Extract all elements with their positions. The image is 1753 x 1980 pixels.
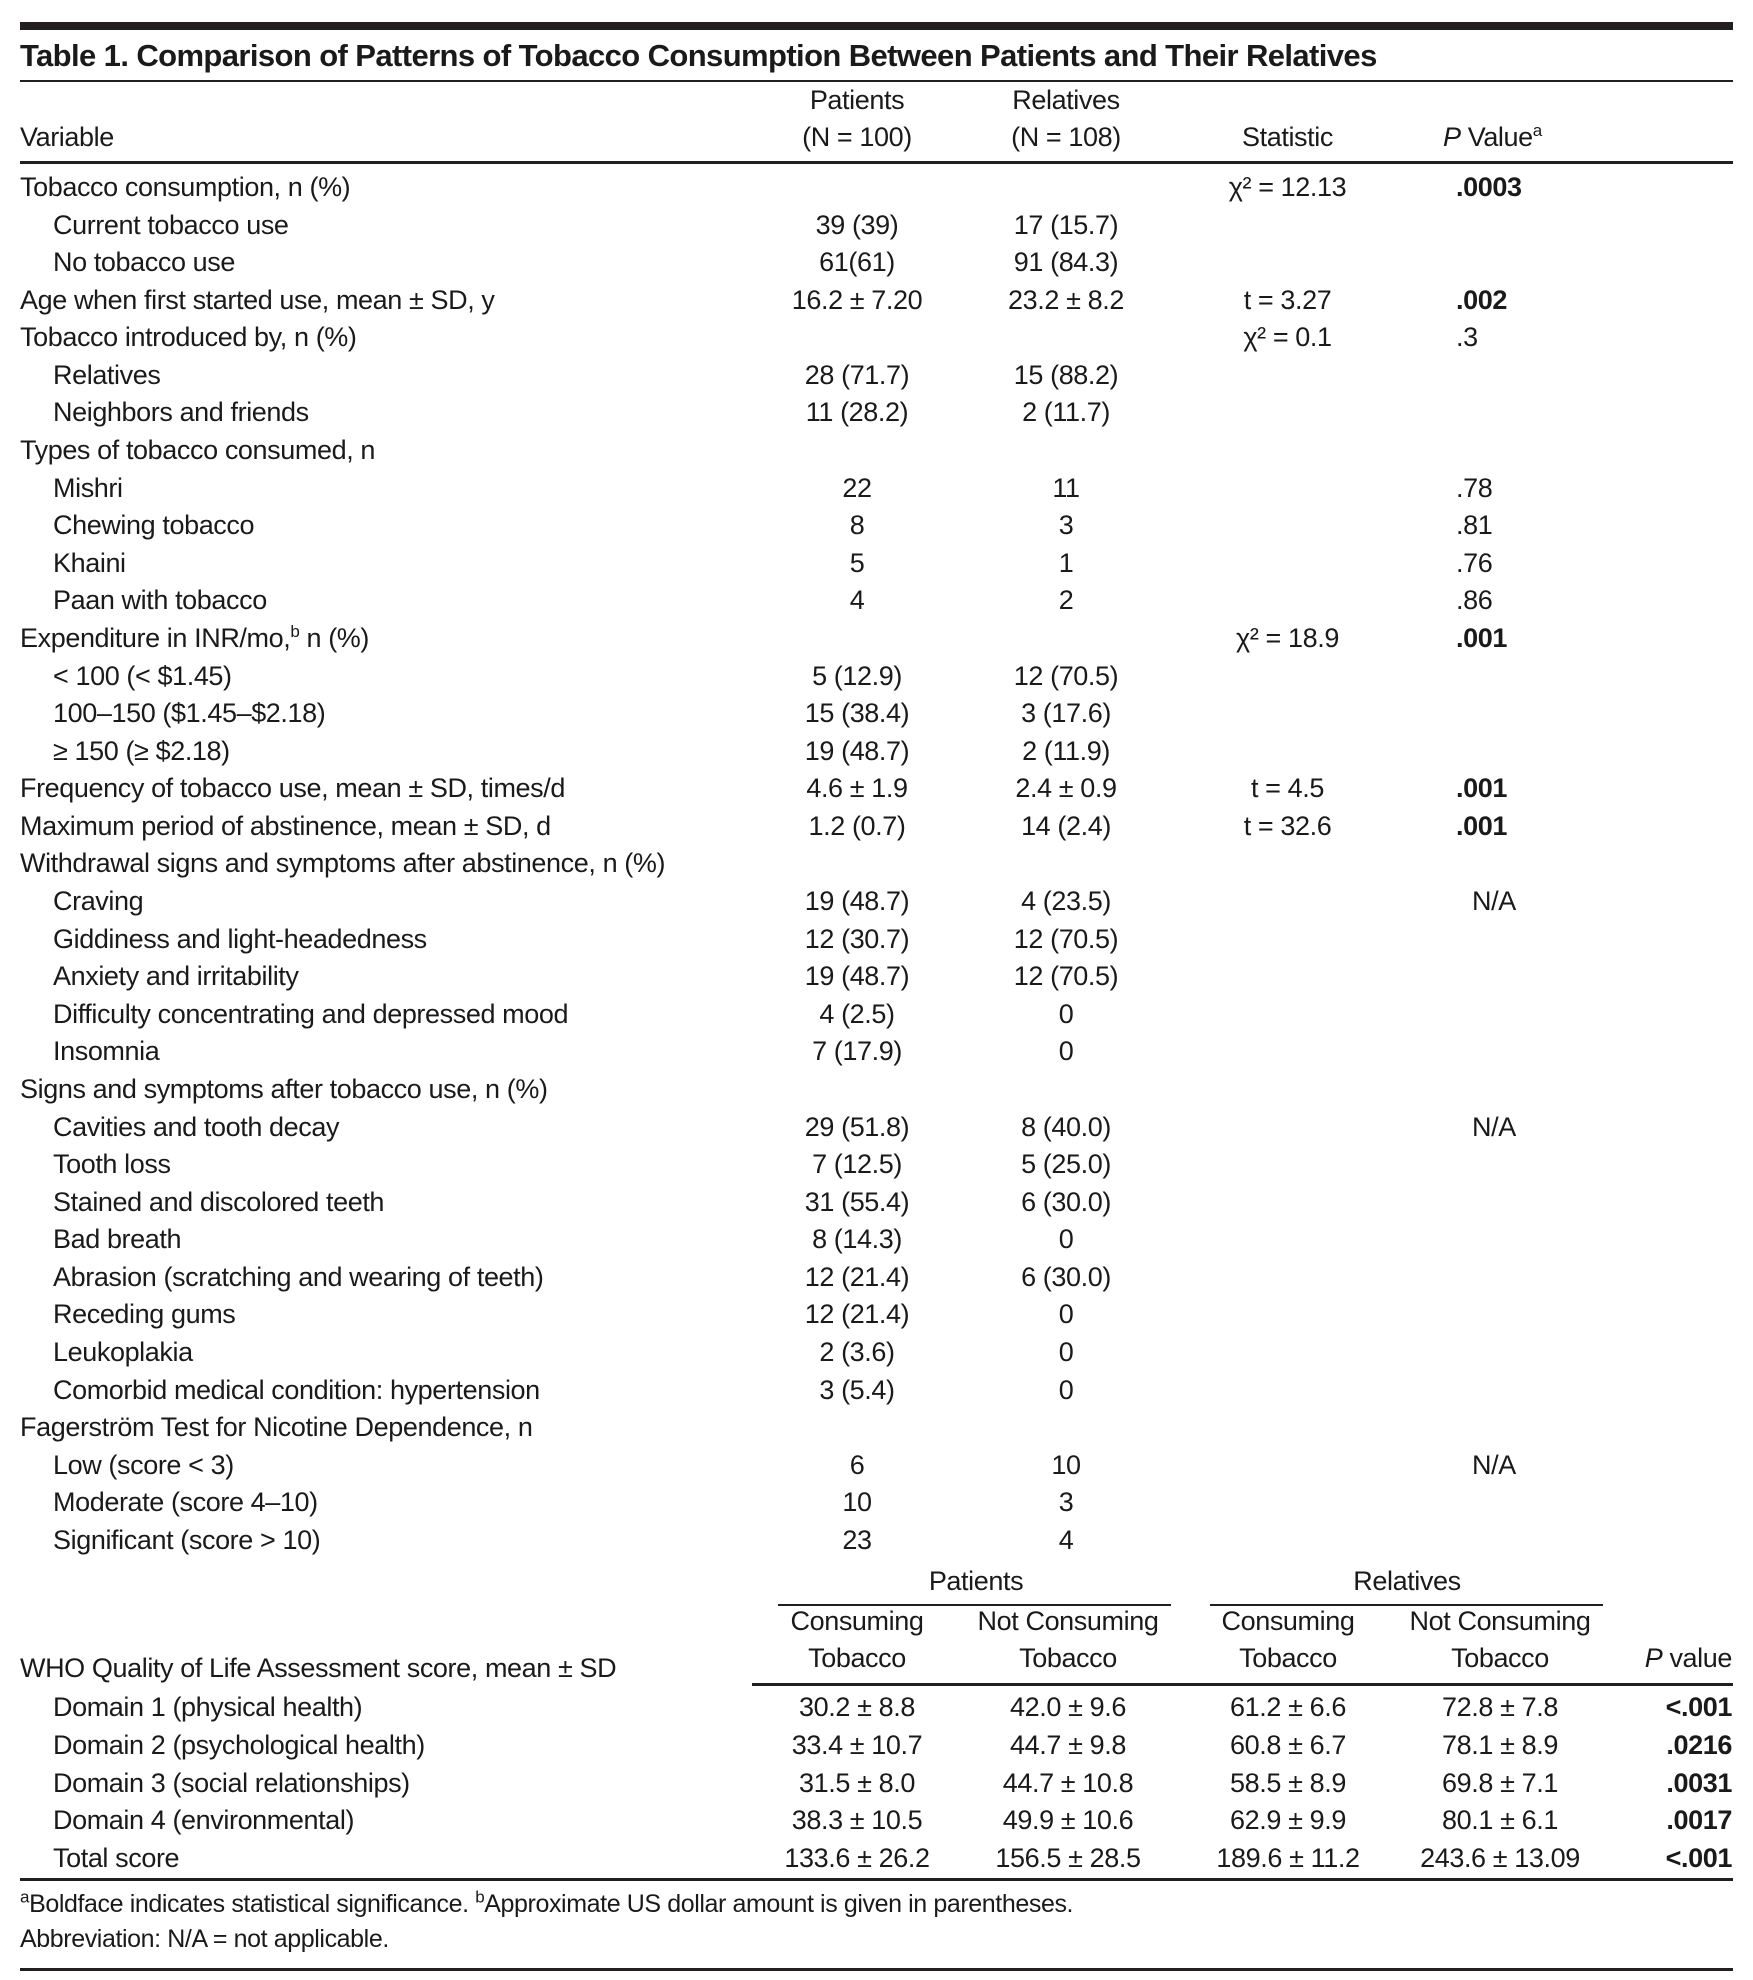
table-row <box>0 769 1753 807</box>
row-label: Leukoplakia <box>53 1336 193 1367</box>
qol-row-label: Total score <box>53 1843 180 1873</box>
qol-p-value: .0031 <box>1666 1767 1732 1798</box>
p-value: .3 <box>1456 322 1478 353</box>
relatives-value: 4 <box>1058 1524 1074 1555</box>
relatives-value: 5 (25.0) <box>1021 1149 1111 1180</box>
patients-value: 5 <box>849 547 865 578</box>
relatives-consuming-value: 61.2 ± 6.6 <box>1230 1692 1346 1722</box>
row-label: Current tobacco use <box>53 209 289 240</box>
table-row <box>0 1258 1753 1296</box>
table-row <box>0 1408 1753 1446</box>
relatives-value: 2.4 ± 0.9 <box>1015 773 1117 804</box>
p-value: N/A <box>1472 886 1516 917</box>
statistic-value: χ² = 0.1 <box>1243 322 1332 353</box>
table-row <box>0 1483 1753 1521</box>
table-bottom-rule <box>20 1878 1733 1881</box>
row-label: Age when first started use, mean ± SD, y <box>20 284 495 315</box>
p-value: .76 <box>1456 547 1493 578</box>
relatives-value: 0 <box>1058 1336 1074 1367</box>
table-title: Table 1. Comparison of Patterns of Tobacco Consumption Between Patients and Their Relatives <box>20 38 1377 73</box>
qol-col4-head-b: Tobacco <box>1451 1643 1549 1673</box>
relatives-consuming-value: 60.8 ± 6.7 <box>1230 1729 1346 1760</box>
row-label: Frequency of tobacco use, mean ± SD, times/d <box>20 773 565 804</box>
patients-value: 6 <box>849 1449 865 1480</box>
header-patients: Patients <box>809 85 905 115</box>
relatives-value: 2 <box>1058 585 1074 616</box>
row-label: Receding gums <box>53 1299 236 1330</box>
table-row <box>0 732 1753 770</box>
table-row <box>0 356 1753 394</box>
relatives-value: 23.2 ± 8.2 <box>1008 284 1124 315</box>
row-label: Cavities and tooth decay <box>53 1111 340 1142</box>
relatives-consuming-value: 58.5 ± 8.9 <box>1230 1767 1346 1798</box>
patients-value: 12 (21.4) <box>804 1261 910 1292</box>
relatives-value: 2 (11.9) <box>1022 735 1110 766</box>
relatives-not-consuming-value: 80.1 ± 6.1 <box>1442 1805 1558 1836</box>
table-row <box>0 807 1753 845</box>
header-relatives: Relatives <box>1012 85 1120 115</box>
table-row <box>0 1371 1753 1409</box>
qol-header-rule <box>752 1683 1733 1686</box>
table-row <box>0 1333 1753 1371</box>
patients-value: 61(61) <box>819 247 895 278</box>
row-label: Signs and symptoms after tobacco use, n (%) <box>20 1073 548 1104</box>
row-label: Low (score < 3) <box>53 1449 234 1480</box>
row-label: Types of tobacco consumed, n <box>20 435 376 466</box>
qol-col2-head-b: Tobacco <box>1019 1643 1117 1673</box>
qol-row <box>0 1726 1753 1764</box>
relatives-value: 3 (17.6) <box>1021 698 1111 729</box>
row-label: Mishri <box>53 472 123 503</box>
table-row <box>0 168 1753 206</box>
title-rule <box>20 80 1733 82</box>
p-value: .001 <box>1456 773 1507 804</box>
table-row <box>0 995 1753 1033</box>
relatives-not-consuming-value: 78.1 ± 8.9 <box>1442 1729 1558 1760</box>
patients-value: 12 (30.7) <box>804 923 910 954</box>
row-label: Tobacco consumption, n (%) <box>20 172 351 202</box>
relatives-value: 4 (23.5) <box>1021 886 1111 917</box>
patients-value: 8 <box>849 510 865 541</box>
patients-value: 29 (51.8) <box>804 1111 910 1142</box>
row-label: Paan with tobacco <box>53 585 267 616</box>
p-value: .001 <box>1456 810 1507 841</box>
qol-p-value-head: P value <box>1644 1643 1732 1673</box>
patients-value: 7 (12.5) <box>812 1149 902 1180</box>
table-row <box>0 1108 1753 1146</box>
footer-rule <box>20 1968 1733 1971</box>
table-row <box>0 431 1753 469</box>
row-label: Tooth loss <box>53 1149 171 1180</box>
qol-row <box>0 1764 1753 1802</box>
qol-row <box>0 1801 1753 1839</box>
patients-value: 15 (38.4) <box>804 698 910 729</box>
table-row <box>0 1032 1753 1070</box>
p-value: .002 <box>1456 284 1507 315</box>
row-label: Significant (score > 10) <box>53 1524 321 1555</box>
qol-label: WHO Quality of Life Assessment score, mean ± SD <box>20 1653 617 1683</box>
patients-value: 11 (28.2) <box>805 397 909 428</box>
statistic-value: t = 4.5 <box>1250 773 1324 804</box>
table-row <box>0 393 1753 431</box>
row-label: Insomnia <box>53 1036 160 1067</box>
patients-value: 16.2 ± 7.20 <box>791 284 923 315</box>
qol-group-patients: Patients <box>928 1566 1024 1596</box>
patients-value: 31 (55.4) <box>804 1186 910 1217</box>
relatives-value: 14 (2.4) <box>1021 810 1111 841</box>
relatives-not-consuming-value: 243.6 ± 13.09 <box>1420 1843 1580 1873</box>
patients-consuming-value: 33.4 ± 10.7 <box>791 1729 923 1760</box>
header-patients-n: (N = 100) <box>802 122 912 152</box>
qol-col2-head-a: Not Consuming <box>977 1606 1159 1636</box>
patients-consuming-value: 38.3 ± 10.5 <box>791 1805 923 1836</box>
patients-value: 28 (71.7) <box>804 359 910 390</box>
table-row <box>0 1145 1753 1183</box>
row-label: Difficulty concentrating and depressed mood <box>53 998 569 1029</box>
footnote-a-b: $^a$Boldface indicates statistical significance. $^b$Approximate US dollar amount is given in parentheses. <box>20 1887 1074 1918</box>
relatives-value: 3 <box>1058 510 1074 541</box>
table-row <box>0 544 1753 582</box>
table-row <box>0 206 1753 244</box>
top-rule <box>20 22 1733 30</box>
qol-p-value: <.001 <box>1665 1692 1732 1722</box>
relatives-value: 6 (30.0) <box>1021 1186 1111 1217</box>
p-value: .81 <box>1456 510 1493 541</box>
patients-value: 3 (5.4) <box>819 1374 895 1405</box>
row-label: No tobacco use <box>53 247 236 278</box>
qol-p-value: <.001 <box>1665 1843 1732 1873</box>
header-variable: Variable <box>20 122 114 152</box>
patients-value: 4 <box>849 585 865 616</box>
row-label: Abrasion (scratching and wearing of teeth) <box>53 1261 544 1292</box>
p-value: .001 <box>1456 622 1507 653</box>
table-row <box>0 1446 1753 1484</box>
qol-row-label: Domain 2 (psychological health) <box>53 1729 425 1760</box>
patients-not-consuming-value: 44.7 ± 9.8 <box>1010 1729 1126 1760</box>
table-row <box>0 657 1753 695</box>
statistic-value: χ² = 18.9 <box>1236 622 1339 653</box>
relatives-consuming-value: 189.6 ± 11.2 <box>1216 1843 1360 1873</box>
relatives-value: 12 (70.5) <box>1013 660 1119 691</box>
relatives-value: 11 <box>1052 472 1080 503</box>
table-row <box>0 844 1753 882</box>
patients-not-consuming-value: 44.7 ± 10.8 <box>1002 1767 1134 1798</box>
patients-value: 19 (48.7) <box>804 886 910 917</box>
row-label: Khaini <box>53 547 126 578</box>
row-label: Comorbid medical condition: hypertension <box>53 1374 540 1405</box>
qol-col3-head-b: Tobacco <box>1239 1643 1337 1673</box>
table-row <box>0 957 1753 995</box>
p-value: .86 <box>1456 585 1493 616</box>
qol-col1-head-a: Consuming <box>790 1606 924 1636</box>
patients-not-consuming-value: 42.0 ± 9.6 <box>1010 1692 1126 1722</box>
patients-value: 23 <box>842 1524 872 1555</box>
statistic-value: χ² = 12.13 <box>1228 172 1347 202</box>
relatives-value: 10 <box>1051 1449 1081 1480</box>
p-value: N/A <box>1472 1111 1516 1142</box>
table-row <box>0 1220 1753 1258</box>
header-relatives-n: (N = 108) <box>1011 122 1121 152</box>
patients-consuming-value: 31.5 ± 8.0 <box>799 1767 915 1798</box>
patients-value: 19 (48.7) <box>804 735 910 766</box>
table-row <box>0 469 1753 507</box>
qol-col4-head-a: Not Consuming <box>1409 1606 1591 1636</box>
relatives-value: 12 (70.5) <box>1013 923 1119 954</box>
patients-value: 7 (17.9) <box>812 1036 902 1067</box>
statistic-value: t = 3.27 <box>1243 284 1332 315</box>
row-label: Craving <box>53 886 144 917</box>
qol-row-label: Domain 3 (social relationships) <box>53 1767 410 1798</box>
relatives-value: 0 <box>1058 1374 1074 1405</box>
patients-value: 19 (48.7) <box>804 961 910 992</box>
patients-value: 1.2 (0.7) <box>808 810 906 841</box>
patients-not-consuming-value: 49.9 ± 10.6 <box>1002 1805 1134 1836</box>
row-label: < 100 (< $1.45) <box>53 660 232 691</box>
relatives-value: 0 <box>1058 1299 1074 1330</box>
table-row <box>0 281 1753 319</box>
patients-value: 10 <box>842 1487 872 1518</box>
relatives-value: 0 <box>1058 1224 1074 1255</box>
row-label: ≥ 150 (≥ $2.18) <box>53 735 230 766</box>
relatives-not-consuming-value: 72.8 ± 7.8 <box>1442 1692 1558 1722</box>
table-row <box>0 882 1753 920</box>
relatives-value: 91 (84.3) <box>1013 247 1119 278</box>
patients-value: 2 (3.6) <box>819 1336 895 1367</box>
p-value: N/A <box>1472 1449 1516 1480</box>
relatives-value: 3 <box>1058 1487 1074 1518</box>
patients-value: 4.6 ± 1.9 <box>806 773 908 804</box>
relatives-value: 17 (15.7) <box>1013 209 1119 240</box>
row-label: Relatives <box>53 359 161 390</box>
qol-row <box>0 1839 1753 1877</box>
qol-group-relatives: Relatives <box>1353 1566 1461 1596</box>
statistic-value: t = 32.6 <box>1243 810 1332 841</box>
row-label: Tobacco introduced by, n (%) <box>20 322 357 353</box>
relatives-value: 6 (30.0) <box>1021 1261 1111 1292</box>
table-row <box>0 1183 1753 1221</box>
patients-not-consuming-value: 156.5 ± 28.5 <box>995 1843 1141 1873</box>
relatives-value: 0 <box>1058 998 1074 1029</box>
p-value: .78 <box>1456 472 1493 503</box>
row-label: Bad breath <box>53 1224 182 1255</box>
relatives-value: 8 (40.0) <box>1021 1111 1111 1142</box>
row-label: Stained and discolored teeth <box>53 1186 385 1217</box>
table-row <box>0 243 1753 281</box>
table-row <box>0 1295 1753 1333</box>
qol-row <box>0 1688 1753 1726</box>
row-label: Maximum period of abstinence, mean ± SD, d <box>20 810 551 841</box>
patients-value: 12 (21.4) <box>804 1299 910 1330</box>
patients-value: 4 (2.5) <box>819 998 895 1029</box>
p-value: .0003 <box>1456 172 1522 202</box>
table-row <box>0 920 1753 958</box>
row-label: Giddiness and light-headedness <box>53 923 427 954</box>
relatives-value: 15 (88.2) <box>1013 359 1119 390</box>
table-row <box>0 506 1753 544</box>
header-p-value: P Value$^a$ <box>1443 121 1542 152</box>
table-row <box>0 1521 1753 1559</box>
table-row <box>0 581 1753 619</box>
patients-value: 22 <box>842 472 872 503</box>
patients-value: 5 (12.9) <box>812 660 902 691</box>
qol-row-label: Domain 1 (physical health) <box>53 1692 363 1722</box>
patients-value: 39 (39) <box>815 209 899 240</box>
header-rule <box>20 161 1733 164</box>
relatives-value: 12 (70.5) <box>1013 961 1119 992</box>
qol-p-value: .0017 <box>1666 1805 1732 1836</box>
row-label: Withdrawal signs and symptoms after abstinence, n (%) <box>20 848 666 879</box>
relatives-consuming-value: 62.9 ± 9.9 <box>1230 1805 1346 1836</box>
row-label: Expenditure in INR/mo,$^b$ n (%) <box>20 621 369 653</box>
qol-col1-head-b: Tobacco <box>808 1643 906 1673</box>
table-row <box>0 694 1753 732</box>
qol-col3-head-a: Consuming <box>1221 1606 1355 1636</box>
header-statistic: Statistic <box>1242 122 1333 152</box>
relatives-value: 2 (11.7) <box>1022 397 1110 428</box>
row-label: Anxiety and irritability <box>53 961 299 992</box>
patients-consuming-value: 133.6 ± 26.2 <box>784 1843 930 1873</box>
table-row <box>0 318 1753 356</box>
row-label: Neighbors and friends <box>53 397 309 428</box>
row-label: Fagerström Test for Nicotine Dependence, n <box>20 1412 533 1443</box>
table-row <box>0 619 1753 657</box>
relatives-not-consuming-value: 69.8 ± 7.1 <box>1442 1767 1558 1798</box>
patients-value: 8 (14.3) <box>812 1224 902 1255</box>
row-label: Moderate (score 4–10) <box>53 1487 318 1518</box>
table-row <box>0 1070 1753 1108</box>
patients-consuming-value: 30.2 ± 8.8 <box>799 1692 915 1722</box>
row-label: 100–150 ($1.45–$2.18) <box>53 698 326 729</box>
qol-row-label: Domain 4 (environmental) <box>53 1805 355 1836</box>
footnote-abbreviation: Abbreviation: N/A = not applicable. <box>20 1925 389 1953</box>
row-label: Chewing tobacco <box>53 510 255 541</box>
relatives-value: 1 <box>1058 547 1074 578</box>
qol-p-value: .0216 <box>1666 1729 1732 1760</box>
relatives-value: 0 <box>1058 1036 1074 1067</box>
